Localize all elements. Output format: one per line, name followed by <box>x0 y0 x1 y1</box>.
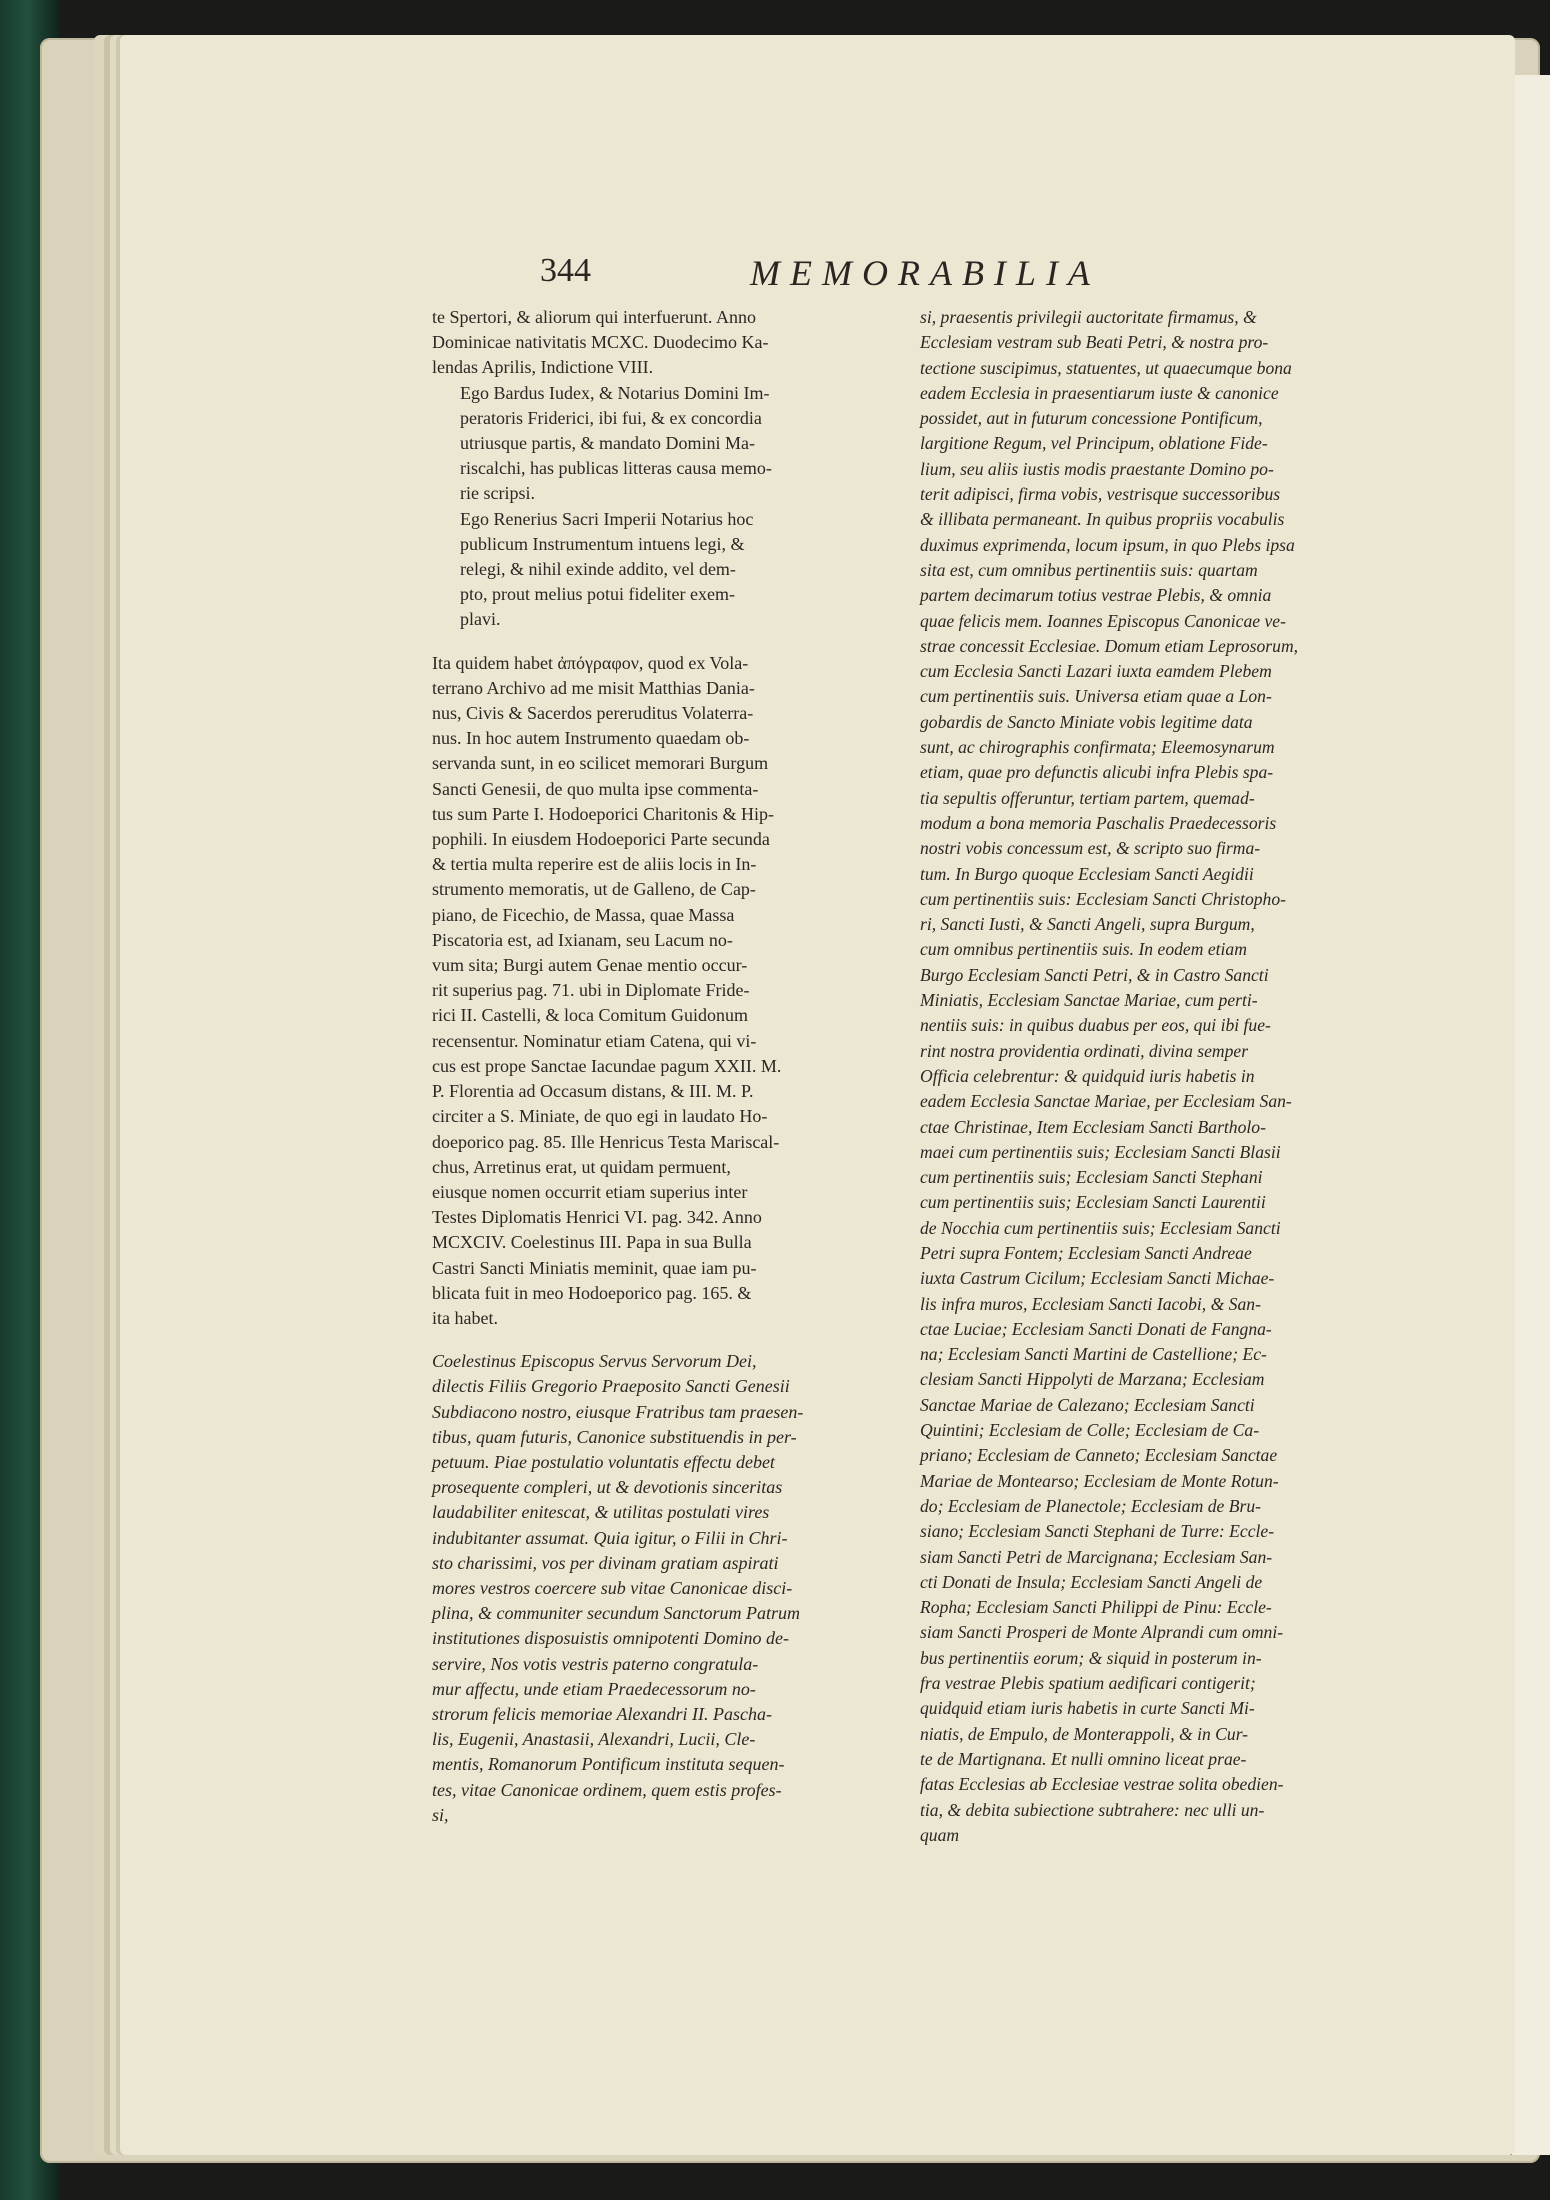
text-line: laudabiliter enitescat, & utilitas postulati vires <box>432 1502 770 1523</box>
text-line: Quintini; Ecclesiam de Colle; Ecclesiam de Ca- <box>920 1420 1260 1441</box>
text-line: Burgo Ecclesiam Sancti Petri, & in Castro Sancti <box>920 964 1269 985</box>
text-line: nentiis suis: in quibus duabus per eos, qui ibi fue- <box>920 1015 1271 1036</box>
text-line: recensentur. Nominatur etiam Catena, qui vi- <box>432 1030 757 1051</box>
text-line: nostri vobis concessum est, & scripto suo firma- <box>920 838 1261 859</box>
text-line: rie scripsi. <box>460 483 535 504</box>
text-line: nus, Civis & Sacerdos pereruditus Volaterra- <box>432 703 754 724</box>
text-line: cti Donati de Insula; Ecclesiam Sancti Angeli de <box>920 1571 1263 1592</box>
text-line: tia, & debita subiectione subtrahere: nec ulli un- <box>920 1799 1265 1820</box>
text-line: blicata fuit in meo Hodoeporico pag. 165. & <box>432 1282 752 1303</box>
text-line: terit adipisci, firma vobis, vestrisque successoribus <box>920 484 1281 505</box>
text-line: niatis, de Empulo, de Monterappoli, & in Cur- <box>920 1723 1249 1744</box>
text-line: nus. In hoc autem Instrumento quaedam ob- <box>432 728 750 749</box>
text-line: petuum. Piae postulatio voluntatis effectu debet <box>432 1451 775 1472</box>
text-line: tia sepultis offeruntur, tertiam partem, quemad- <box>920 787 1255 808</box>
text-line: relegi, & nihil exinde addito, vel dem- <box>460 559 736 580</box>
text-line: Sancti Genesii, de quo multa ipse commenta- <box>432 778 759 799</box>
text-line: cum Ecclesia Sancti Lazari iuxta eamdem Plebem <box>920 661 1272 682</box>
running-head: MEMORABILIA <box>750 253 1100 293</box>
text-line: strumento memoratis, ut de Galleno, de Cap- <box>432 879 756 900</box>
text-line: riscalchi, has publicas litteras causa memo- <box>460 458 772 479</box>
text-line: ri, Sancti Iusti, & Sancti Angeli, supra Burgum, <box>920 914 1255 935</box>
text-line: Dominicae nativitatis MCXC. Duodecimo Ka- <box>432 332 769 353</box>
text-line: Castri Sancti Miniatis meminit, quae iam pu- <box>432 1257 757 1278</box>
text-line: Coelestinus Episcopus Servus Servorum Dei, <box>432 1351 757 1372</box>
text-line: bus pertinentiis eorum; & siquid in posterum in- <box>920 1647 1262 1668</box>
text-line: sunt, ac chirographis confirmata; Eleemosynarum <box>920 737 1275 758</box>
page-header <box>540 252 1440 302</box>
text-line: & tertia multa reperire est de aliis locis in In- <box>432 854 757 875</box>
text-line: Subdiacono nostro, eiusque Fratribus tam praesen- <box>432 1401 804 1422</box>
text-line: ctae Christinae, Item Ecclesiam Sancti Bartholo- <box>920 1116 1266 1137</box>
text-line: chus, Arretinus erat, ut quidam permuent, <box>432 1156 731 1177</box>
text-line: na; Ecclesiam Sancti Martini de Castellione; Ec- <box>920 1344 1267 1365</box>
text-line: possidet, aut in futurum concessione Pontificum, <box>920 408 1263 429</box>
text-line: Testes Diplomatis Henrici VI. pag. 342. Anno <box>432 1207 762 1228</box>
text-line: mur affectu, unde etiam Praedecessorum no- <box>432 1678 756 1699</box>
text-line: quae felicis mem. Ioannes Episcopus Canonicae ve- <box>920 610 1286 631</box>
page-number: 344 <box>540 252 591 289</box>
text-line: de Nocchia cum pertinentiis suis; Ecclesiam Sancti <box>920 1217 1281 1238</box>
text-line: siam Sancti Prosperi de Monte Alprandi cum omni- <box>920 1622 1284 1643</box>
text-line: cum pertinentiis suis: Ecclesiam Sancti Christopho- <box>920 888 1287 909</box>
text-line: Sanctae Mariae de Calezano; Ecclesiam Sancti <box>920 1394 1255 1415</box>
left-signature-renerius <box>432 507 894 633</box>
text-line: servanda sunt, in eo scilicet memorari Burgum <box>432 753 769 774</box>
text-line: priano; Ecclesiam de Canneto; Ecclesiam Sanctae <box>920 1445 1278 1466</box>
text-line: clesiam Sancti Hippolyti de Marzana; Ecclesiam <box>920 1369 1265 1390</box>
text-line: Ita quidem habet ἀπόγραφον, quod ex Vola- <box>432 652 749 673</box>
right-column <box>920 305 1388 1848</box>
text-line: partem decimarum totius vestrae Plebis, & omnia <box>920 585 1272 606</box>
text-line: publicum Instrumentum intuens legi, & <box>460 533 745 554</box>
paragraph-gap <box>432 633 894 651</box>
text-line: plavi. <box>460 609 501 630</box>
text-line: Ego Bardus Iudex, & Notarius Domini Im- <box>460 382 770 403</box>
text-line: Mariae de Montearso; Ecclesiam de Monte Rotun- <box>920 1470 1279 1491</box>
text-line: gobardis de Sancto Miniate vobis legitime data <box>920 711 1253 732</box>
text-line: fatas Ecclesias ab Ecclesiae vestrae solita obedien- <box>920 1774 1284 1795</box>
text-line: & illibata permaneant. In quibus propriis vocabulis <box>920 509 1285 530</box>
text-line: prosequente compleri, ut & devotionis sinceritas <box>432 1477 783 1498</box>
text-line: maei cum pertinentiis suis; Ecclesiam Sancti Blasii <box>920 1141 1281 1162</box>
left-signature-bardus <box>432 381 894 507</box>
text-line: fra vestrae Plebis spatium aedificari contigerit; <box>920 1673 1256 1694</box>
right-bull-text <box>920 305 1388 1848</box>
text-line: eadem Ecclesia Sanctae Mariae, per Ecclesiam San- <box>920 1091 1292 1112</box>
text-line: sita est, cum omnibus pertinentiis suis: quartam <box>920 559 1258 580</box>
text-line: Petri supra Fontem; Ecclesiam Sancti Andreae <box>920 1242 1252 1263</box>
text-line: Ego Renerius Sacri Imperii Notarius hoc <box>460 508 754 529</box>
text-line: rint nostra providentia ordinati, divina semper <box>920 1040 1249 1061</box>
text-line: lis infra muros, Ecclesiam Sancti Iacobi, & San- <box>920 1293 1261 1314</box>
left-paragraph-closing <box>432 305 894 381</box>
text-line: cum pertinentiis suis. Universa etiam quae a Lon- <box>920 686 1272 707</box>
text-line: tibus, quam futuris, Canonice substituendis in per- <box>432 1426 797 1447</box>
text-line: quidquid etiam iuris habetis in curte Sancti Mi- <box>920 1698 1255 1719</box>
text-line: cum pertinentiis suis; Ecclesiam Sancti Stephani <box>920 1167 1263 1188</box>
text-line: modum a bona memoria Paschalis Praedecessoris <box>920 812 1277 833</box>
text-line: siano; Ecclesiam Sancti Stephani de Turre: Eccle- <box>920 1521 1275 1542</box>
text-line: tus sum Parte I. Hodoeporici Charitonis & Hip- <box>432 803 774 824</box>
left-commentary-paragraph <box>432 651 894 1331</box>
text-line: te de Martignana. Et nulli omnino liceat prae- <box>920 1748 1247 1769</box>
text-line: iuxta Castrum Cicilum; Ecclesiam Sancti Michae- <box>920 1268 1275 1289</box>
text-line: rit superius pag. 71. ubi in Diplomate Fride- <box>432 980 750 1001</box>
text-line: peratoris Friderici, ibi fui, & ex concordia <box>460 407 762 428</box>
text-line: si, praesentis privilegii auctoritate firmamus, & <box>920 307 1257 327</box>
text-line: do; Ecclesiam de Planectole; Ecclesiam de Bru- <box>920 1495 1261 1516</box>
text-line: sto charissimi, vos per divinam gratiam aspirati <box>432 1552 779 1573</box>
text-line: P. Florentia ad Occasum distans, & III. M. P. <box>432 1081 754 1102</box>
text-line: lis, Eugenii, Anastasii, Alexandri, Lucii, Cle- <box>432 1729 756 1750</box>
text-line: lium, seu aliis iustis modis praestante Domino po- <box>920 458 1274 479</box>
text-line: eadem Ecclesia in praesentiarum iuste & canonice <box>920 382 1279 403</box>
text-line: pophili. In eiusdem Hodoeporici Parte secunda <box>432 829 770 850</box>
text-line: tum. In Burgo quoque Ecclesiam Sancti Aegidii <box>920 863 1254 884</box>
text-line: rici II. Castelli, & loca Comitum Guidonum <box>432 1005 748 1026</box>
text-line: te Spertori, & aliorum qui interfuerunt. Anno <box>432 307 756 327</box>
text-line: dilectis Filiis Gregorio Praeposito Sancti Genesii <box>432 1376 790 1397</box>
text-line: indubitanter assumat. Quia igitur, o Filii in Chri- <box>432 1527 788 1548</box>
text-line: mores vestros coercere sub vitae Canonicae disci- <box>432 1577 793 1598</box>
text-line: utriusque partis, & mandato Domini Ma- <box>460 433 755 454</box>
text-line: cum omnibus pertinentiis suis. In eodem etiam <box>920 939 1247 960</box>
text-line: circiter a S. Miniate, de quo egi in laudato Ho- <box>432 1106 768 1127</box>
text-line: ita habet. <box>432 1307 498 1328</box>
text-line: MCXCIV. Coelestinus III. Papa in sua Bulla <box>432 1232 752 1253</box>
text-line: piano, de Ficechio, de Massa, quae Massa <box>432 904 735 925</box>
facing-page-edge <box>1510 75 1550 2155</box>
left-column <box>432 305 894 1828</box>
text-line: siam Sancti Petri de Marcignana; Ecclesiam San- <box>920 1546 1273 1567</box>
text-line: doeporico pag. 85. Ille Henricus Testa Mariscal- <box>432 1131 780 1152</box>
text-line: ctae Luciae; Ecclesiam Sancti Donati de Fangna- <box>920 1318 1272 1339</box>
text-line: lendas Aprilis, Indictione VIII. <box>432 357 654 378</box>
paragraph-gap <box>432 1331 894 1349</box>
text-line: tes, vitae Canonicae ordinem, quem estis profes- <box>432 1779 782 1800</box>
text-line: vum sita; Burgi autem Genae mentio occur- <box>432 955 748 976</box>
text-line: cum pertinentiis suis; Ecclesiam Sancti Laurentii <box>920 1192 1266 1213</box>
text-line: strae concessit Ecclesiae. Domum etiam Leprosorum, <box>920 635 1299 656</box>
text-line: pto, prout melius potui fideliter exem- <box>460 584 735 605</box>
text-line: Officia celebrentur: & quidquid iuris habetis in <box>920 1065 1255 1086</box>
text-line: eiusque nomen occurrit etiam superius inter <box>432 1181 748 1202</box>
text-line: quam <box>920 1824 960 1845</box>
text-line: Ropha; Ecclesiam Sancti Philippi de Pinu: Eccle- <box>920 1597 1272 1618</box>
text-line: si, <box>432 1804 449 1825</box>
text-line: Piscatoria est, ad Ixianam, seu Lacum no- <box>432 929 733 950</box>
text-line: largitione Regum, vel Principum, oblatione Fide- <box>920 433 1268 454</box>
text-line: tectione suscipimus, statuentes, ut quaecumque bona <box>920 357 1292 378</box>
text-line: duximus exprimenda, locum ipsum, in quo Plebs ipsa <box>920 534 1295 555</box>
text-line: Ecclesiam vestram sub Beati Petri, & nostra pro- <box>920 332 1269 353</box>
text-line: servire, Nos votis vestris paterno congratula- <box>432 1653 759 1674</box>
text-line: plina, & communiter secundum Sanctorum Patrum <box>432 1603 800 1624</box>
text-line: mentis, Romanorum Pontificum instituta sequen- <box>432 1754 785 1775</box>
text-line: etiam, quae pro defunctis alicubi infra Plebis spa- <box>920 762 1274 783</box>
text-line: cus est prope Sanctae Iacundae pagum XXII. M. <box>432 1055 782 1076</box>
text-line: terrano Archivo ad me misit Matthias Dania- <box>432 677 755 698</box>
left-bull-text <box>432 1349 894 1828</box>
text-line: institutiones disposuistis omnipotenti Domino de- <box>432 1628 790 1649</box>
text-line: Miniatis, Ecclesiam Sanctae Mariae, cum perti- <box>920 990 1258 1011</box>
text-line: strorum felicis memoriae Alexandri II. Pascha- <box>432 1703 772 1724</box>
